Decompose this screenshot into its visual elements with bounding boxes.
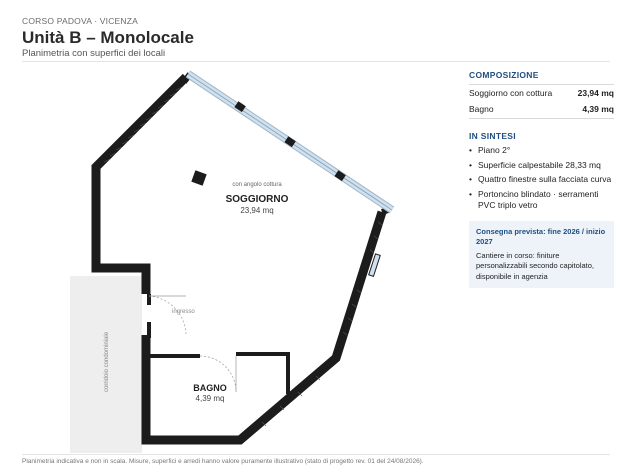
- delivery-note-title: Consegna prevista: fine 2026 / inizio 2027: [476, 226, 606, 246]
- floor-plan: [0, 62, 455, 454]
- summary-item: • Piano 2°: [469, 145, 614, 156]
- corridor-label: corridoio condominiale: [104, 331, 110, 392]
- page-title: Unità B – Monolocale: [22, 28, 194, 47]
- window-strip: [188, 74, 392, 210]
- soggiorno-name: SOGGIORNO: [225, 194, 289, 205]
- bagno-name: BAGNO: [193, 383, 227, 393]
- header: [22, 16, 194, 59]
- location-kicker: CORSO PADOVA · VICENZA: [22, 16, 139, 26]
- composition-value: 23,94 mq: [577, 88, 614, 98]
- composition-value: 4,39 mq: [582, 104, 614, 114]
- bagno-area: 4,39 mq: [195, 394, 225, 403]
- composition-label: Bagno: [469, 104, 494, 114]
- entrance-label: ingresso: [172, 309, 195, 315]
- composition-row: [469, 101, 614, 119]
- soggiorno-area: 23,94 mq: [240, 206, 274, 215]
- info-panel: [469, 70, 614, 288]
- entrance-door: [149, 296, 186, 334]
- composition-title: COMPOSIZIONE: [469, 70, 539, 80]
- delivery-note: [469, 221, 614, 289]
- composition-row: [469, 85, 614, 101]
- page-subtitle: Planimetria con superfici dei locali: [22, 48, 166, 59]
- delivery-note-text: Cantiere in corso: finiture personalizzabili secondo capitolato, disponibile in agenzia: [476, 250, 594, 281]
- footer-divider: [22, 454, 610, 455]
- summary-title: IN SINTESI: [469, 131, 516, 141]
- summary-item: • Quattro finestre sulla facciata curva: [469, 174, 614, 185]
- soggiorno-note: con angolo cottura: [232, 182, 282, 188]
- structural-column: [191, 170, 206, 185]
- composition-label: Soggiorno con cottura: [469, 88, 553, 98]
- footer-disclaimer: Planimetria indicativa e non in scala. Misure, superfici e arredi hanno valore puramente illustrativo (stato di progetto rev. 01 del 24/08/2026).: [22, 458, 424, 465]
- summary-item: • Portoncino blindato · serramenti PVC triplo vetro: [469, 189, 614, 211]
- summary-list: [469, 145, 614, 211]
- summary-item: • Superficie calpestabile 28,33 mq: [469, 160, 614, 171]
